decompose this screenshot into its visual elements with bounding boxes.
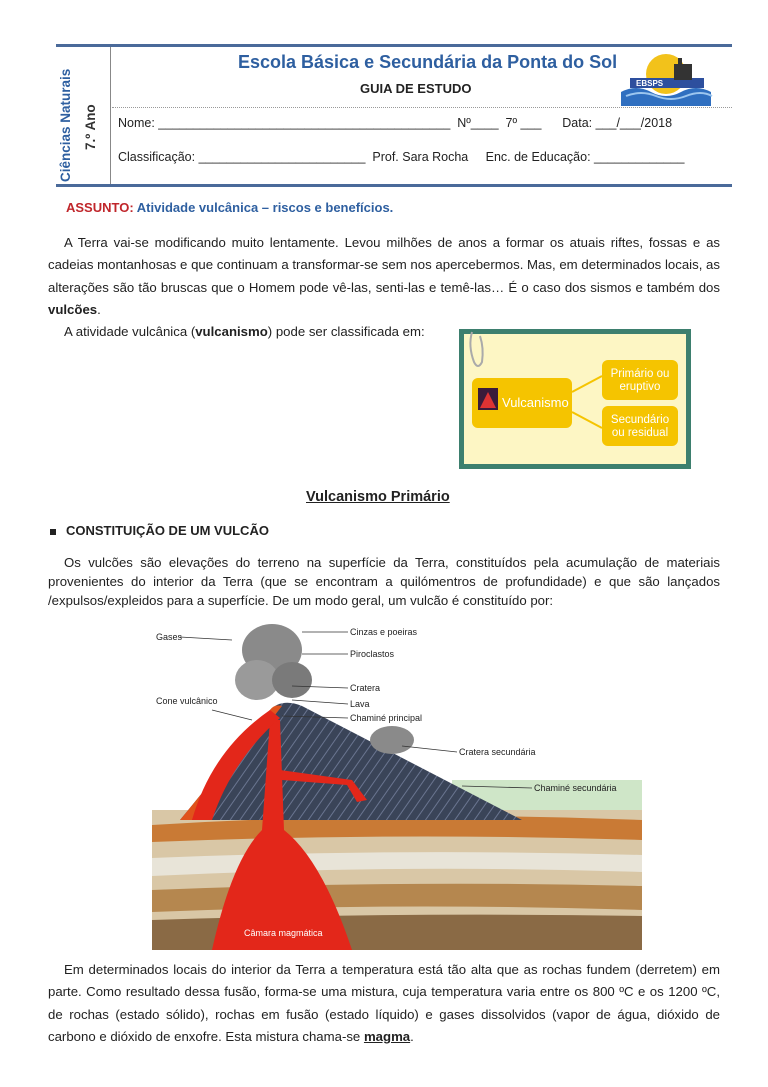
school-name: Escola Básica e Secundária da Ponta do Sol [238,52,618,72]
svg-text:ou residual: ou residual [611,427,669,439]
header-dotted-rule [112,107,732,108]
bullet-heading: CONSTITUIÇÃO DE UM VULCÃO [50,523,269,538]
label-cinzas: Cinzas e poeiras [350,627,418,637]
volcano-intro-paragraph: Os vulcões são elevações do terreno na superfície da Terra, constituídos pela acumulação de materiais provenientes do interior da Terra (que se encontram a quilómentros de profundidade) e que são lançados /expulsos/expleidos para a superfície. De um modo geral, um vulcão é constituído por: [48,555,720,608]
header-bottom-rule [56,184,732,187]
secundario-node: Secundário [610,414,670,426]
logo-text: EBSPS [636,79,664,88]
classification-paragraph: A atividade vulcânica (vulcanismo) pode ser classificada em: [64,324,425,339]
header-top-rule [56,44,732,47]
label-chamine: Chaminé principal [350,713,423,723]
student-info-row: Nome: __________________________________________ Nº____ 7º ___ Data: ___/___/2018 [118,116,673,130]
label-piroclastos: Piroclastos [350,649,395,659]
grade-info-row: Classificação: ________________________ Prof. Sara Rocha Enc. de Educação: _____________ [118,150,685,164]
header-divider [110,47,111,184]
label-camara: Câmara magmática [244,928,323,938]
label-cratera-sec: Cratera secundária [459,747,536,757]
school-logo [616,50,716,108]
label-cratera: Cratera [350,683,381,693]
doc-type: GUIA DE ESTUDO [360,81,472,96]
label-lava: Lava [350,699,370,709]
classification-diagram [456,326,694,472]
side-subject: Ciências Naturais [58,68,73,182]
subject-text: Atividade vulcânica – riscos e benefícios. [136,200,394,215]
section-title: Vulcanismo Primário [306,489,450,505]
side-year: 7.º Ano [83,104,98,150]
vulcanismo-node: Vulcanismo [502,395,569,410]
label-cone: Cone vulcânico [156,696,218,706]
label-chamine-sec: Chaminé secundária [534,783,617,793]
svg-text:eruptivo: eruptivo [619,381,661,393]
magma-paragraph: Em determinados locais do interior da Terra a temperatura está tão alta que as rochas fundem (derretem) em parte. Como resultado dessa fusão, forma-se uma mistura, cuja temperatura varia entre os 800 ºC e os 1200 ºC, de rochas (estado sólido), rochas em fusão (estado líquido) e gases dissolvidos (vapor de água, dióxido de carbono e dióxido de enxofre. Esta mistura chama-se magma. [48,962,720,1044]
volcano-diagram [152,610,642,950]
intro-paragraph: A Terra vai-se modificando muito lentamente. Levou milhões de anos a formar os atuais riftes, fossas e as cadeias montanhosas e que continuam a transformar-se sem nos apercebermos. Mas, em determinados locais, as alterações são tão bruscas que o Homem pode vê-las, senti-las e temê-las… É o caso dos sismos e também dos vulcões. [48,235,720,317]
subject-line [66,200,393,215]
label-gases: Gases [156,632,183,642]
subject-label: ASSUNTO: [66,200,134,215]
primario-node: Primário ou [610,368,670,380]
